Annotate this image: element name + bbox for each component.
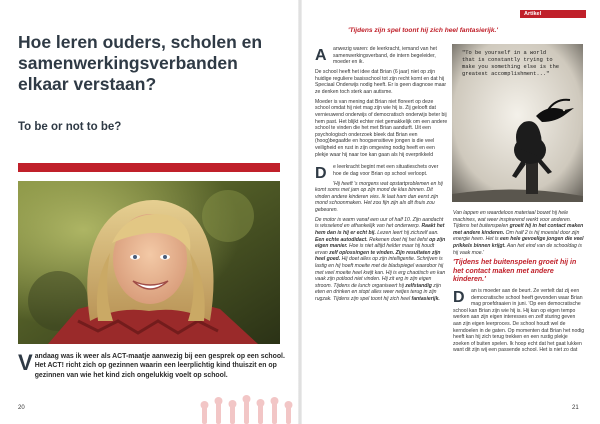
teacher-quote-2: De motor is warm vanaf een uur of half 10. Zijn aandacht is wisselend en afhankelijk van het onderwerp. Raakt het hem dan is hij er echt bij. Lezen leert hij zichzelf aan. Een echte autodidact. Rekenen doet hij het liefst op zijn eigen manier. Hoe is niet altijd helder maar hij houdt ervan zelf oplossingen te vinden. Zijn resultaten zijn heel goed. Hij doet alles op zijn intelligentie. Schrijven is lastig en hij hoeft moeite met de bladspiegel waardoor hij met veel moeite heel kwijt kan. Hij is erg chaotisch en kan vaak zijn potlood niet vinden. Hij zit erg in zijn eigen stroom. Tijdens de lunch organiseert hij zelfstandig zijn eten en drinken en stopt alles weer netjes terug in zijn rugzak. Tijdens zijn spel toont hij zich heel fantasierijk. (315, 216, 446, 302)
text-column-left (315, 46, 448, 306)
page-fold (298, 0, 302, 424)
paragraph-mother: D an is moeder aan de beurt. Ze vertelt dat zij een democratische school heeft gevonden waar Brian mag proefdraaien in juni. 'Op een democratische school kan Brian zijn wie hij is. Hij kan op eigen tempo werken aan zijn eigen interesses en zelf sturing geven aan zijn eigen leerproces. De school houdt wel de kerndoelen in de gaten. Op momenten dat Brian het nodig heeft kan hij zich terug trekken en een rustig plekje zoeken of buiten spelen. Ik hoop echt dat het gaat lukken want dit zijn wij een passende school. Het is niet zo dat (453, 287, 585, 354)
paragraph-4: D e leerkracht begint met een situatieschets over hoe de dag voor Brian op school verloopt. (315, 164, 439, 183)
graphic-quote-text: "To be yourself in a world that is constantly trying to make you something else is the greatest accomplishment..." (462, 50, 560, 77)
dropcap-d: D (315, 165, 327, 183)
quote-graphic (452, 44, 583, 202)
intro-paragraph (18, 352, 290, 380)
paragraph-1: A anwezig waren: de leerkracht, iemand van het samenwerkingsverband, de intern begeleider, moeder en ik. (315, 46, 437, 66)
article-subtitle: To be or not to be? (18, 121, 122, 133)
article-title: Hoe leren ouders, scholen en samenwerkingsverbanden elkaar verstaan? (18, 32, 263, 94)
pull-quote-middle: 'Tijdens het buitenspelen groeit hij in het contact maken met andere kinderen.' (453, 259, 577, 284)
dropcap-d2: D (453, 288, 465, 306)
portrait-photo (18, 181, 280, 344)
teacher-quote-1: 'Hij heeft 's morgens wat opstartproblemen en hij komt soms met jam op zijn mond de klas binnen. Dit vinden andere kinderen vies. Ik laat ham dan eerst zijn mond schoonmaken. Het zou fijn zijn als dit thuis zou gebeuren. (315, 180, 443, 213)
right-page (300, 0, 600, 424)
intro-dropcap: V (18, 350, 33, 375)
page-number-right: 21 (572, 405, 579, 411)
text-column-right (453, 210, 585, 357)
teacher-quote-3: Van lappen en waardeloos materiaal bouwt hij hele machines, wat weer inspirerend werkt voor anderen. Tijdens het buitenspelen groeit hij in het contact maken met andere kinderen. Om half 2 is hij moestal door zijn energie heen. Het is een hele gevoelige jongen die veel prikkels binnen krijgt. Aan het eind van de schooldag is hij vaak moe.' (453, 210, 584, 256)
section-label: Artikel (520, 10, 586, 18)
paragraph-2: De school heeft het idee dat Brian (6 jaar) niet op zijn huidige reguliere basisschool tot zijn recht komt en dat hij Speciaal Onderwijs nodig heeft. Er is geen diagnose maar ze denken toch sterk aan autisme. (315, 69, 447, 95)
red-divider-bar (18, 163, 280, 172)
raised-hands-icon (196, 394, 296, 424)
dropcap-a: A (315, 47, 327, 64)
pull-quote-top: 'Tijdens zijn spel toont hij zich heel fantasierijk.' (348, 27, 498, 34)
paragraph-3: Moeder is van mening dat Brian niet floreert op deze school omdat hij niet mag zijn wie hij is. Zij gelooft dat vernieuwend onderwijs of democratisch onderwijs beter bij hem past. Het blijkt echter niet gemakkelijk om een andere school te vinden die het met Brian aandurft. Uit een psychologisch onderzoek bleek dat Brian een (hoog)begaafde en hoogsensitieve jongen is die veel veiligheid en rust in zijn omgeving nodig heeft en een plekje waar hij naar toe kan gaan als hij overprikkeld (315, 98, 448, 158)
page-number-left: 20 (18, 405, 25, 411)
intro-text: andaag was ik weer als ACT-maatje aanwezig bij een gesprek op een school. Het ACT! richt zich op gezinnen waarin een leerplichtig kind thuiszit en op gezinnen van wie het kind zich ongelukkig voelt op school. (34, 353, 285, 379)
